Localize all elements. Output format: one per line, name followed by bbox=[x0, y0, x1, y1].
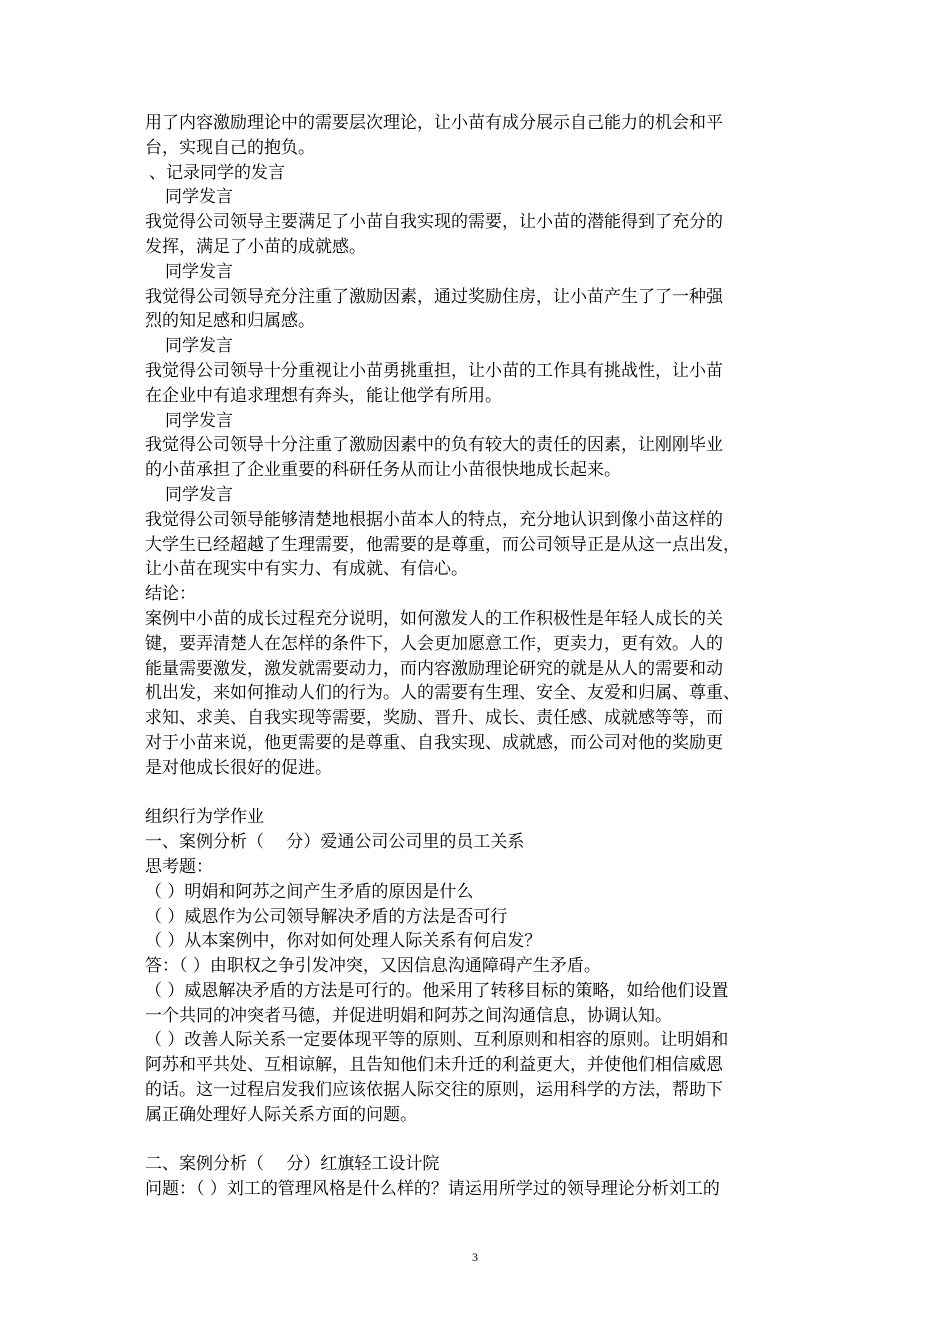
text-line: 我觉得公司领导十分注重了激励因素中的负有较大的责任的因素，让刚刚毕业 bbox=[145, 435, 723, 456]
text-line: 属正确处理好人际关系方面的问题。 bbox=[145, 1104, 417, 1125]
text-line: 同学发言 bbox=[165, 187, 233, 208]
text-line: 一、案例分析（ 分）爱通公司公司里的员工关系 bbox=[145, 832, 525, 853]
text-line: 在企业中有追求理想有奔头，能让他学有所用。 bbox=[145, 385, 502, 406]
text-line: （ ）明娟和阿苏之间产生矛盾的原因是什么 bbox=[145, 881, 474, 902]
text-line: 同学发言 bbox=[165, 336, 233, 357]
text-line: 阿苏和平共处、互相谅解，且告知他们未升迁的利益更大，并使他们相信威恩 bbox=[145, 1055, 723, 1076]
text-line: 结论： bbox=[145, 584, 196, 605]
text-line: 烈的知足感和归属感。 bbox=[145, 311, 315, 332]
text-line: 台，实现自己的抱负。 bbox=[145, 137, 315, 158]
text-line: 键，要弄清楚人在怎样的条件下，人会更加愿意工作，更卖力，更有效。人的 bbox=[145, 633, 723, 654]
document-body bbox=[145, 111, 815, 1202]
page-number: 3 bbox=[472, 1250, 478, 1264]
text-line: 同学发言 bbox=[165, 410, 233, 431]
text-line: （ ）从本案例中，你对如何处理人际关系有何启发？ bbox=[145, 931, 542, 952]
text-line: 二、案例分析（ 分）红旗轻工设计院 bbox=[145, 1154, 440, 1175]
text-line: 同学发言 bbox=[165, 261, 233, 282]
text-line: 我觉得公司领导充分注重了激励因素，通过奖励住房，让小苗产生了了一种强 bbox=[145, 286, 723, 307]
text-line: 我觉得公司领导能够清楚地根据小苗本人的特点，充分地认识到像小苗这样的 bbox=[145, 509, 723, 530]
text-line: （ ）改善人际关系一定要体现平等的原则、互利原则和相容的原则。让明娟和 bbox=[145, 1030, 729, 1051]
text-line: 的小苗承担了企业重要的科研任务从而让小苗很快地成长起来。 bbox=[145, 460, 621, 481]
text-line: 的话。这一过程启发我们应该依据人际交往的原则，运用科学的方法，帮助下 bbox=[145, 1080, 723, 1101]
text-line: 发挥，满足了小苗的成就感。 bbox=[145, 236, 366, 257]
text-line: 思考题： bbox=[145, 856, 213, 877]
text-line: 是对他成长很好的促进。 bbox=[145, 757, 332, 778]
text-line: 机出发，来如何推动人们的行为。人的需要有生理、安全、友爱和归属、尊重、 bbox=[145, 683, 740, 704]
text-line: 组织行为学作业 bbox=[145, 807, 264, 828]
text-line: 、记录同学的发言 bbox=[149, 162, 285, 183]
text-line: 让小苗在现实中有实力、有成就、有信心。 bbox=[145, 559, 468, 580]
text-line: 答：（ ）由职权之争引发冲突，又因信息沟通障碍产生矛盾。 bbox=[145, 956, 601, 977]
blank-line bbox=[145, 781, 815, 806]
text-line: 问题：（ ）刘工的管理风格是什么样的？请运用所学过的领导理论分析刘工的 bbox=[145, 1179, 720, 1200]
text-line: 同学发言 bbox=[165, 484, 233, 505]
text-line: 案例中小苗的成长过程充分说明，如何激发人的工作积极性是年轻人成长的关 bbox=[145, 608, 723, 629]
text-line: 对于小苗来说，他更需要的是尊重、自我实现、成就感，而公司对他的奖励更 bbox=[145, 732, 723, 753]
text-line: 求知、求美、自我实现等需要，奖励、晋升、成长、责任感、成就感等等，而 bbox=[145, 708, 723, 729]
text-line: 我觉得公司领导主要满足了小苗自我实现的需要，让小苗的潜能得到了充分的 bbox=[145, 212, 723, 233]
text-line: 一个共同的冲突者马德，并促进明娟和阿苏之间沟通信息，协调认知。 bbox=[145, 1005, 672, 1026]
text-line: 我觉得公司领导十分重视让小苗勇挑重担，让小苗的工作具有挑战性，让小苗 bbox=[145, 360, 723, 381]
text-line: 大学生已经超越了生理需要，他需要的是尊重，而公司领导正是从这一点出发， bbox=[145, 534, 740, 555]
blank-line bbox=[145, 1128, 815, 1153]
text-line: 能量需要激发，激发就需要动力，而内容激励理论研究的就是从人的需要和动 bbox=[145, 658, 723, 679]
text-line: 用了内容激励理论中的需要层次理论，让小苗有成分展示自己能力的机会和平 bbox=[145, 113, 723, 133]
text-line: （ ）威恩解决矛盾的方法是可行的。他采用了转移目标的策略，如给他们设置 bbox=[145, 980, 729, 1001]
text-line: （ ）威恩作为公司领导解决矛盾的方法是否可行 bbox=[145, 906, 508, 927]
